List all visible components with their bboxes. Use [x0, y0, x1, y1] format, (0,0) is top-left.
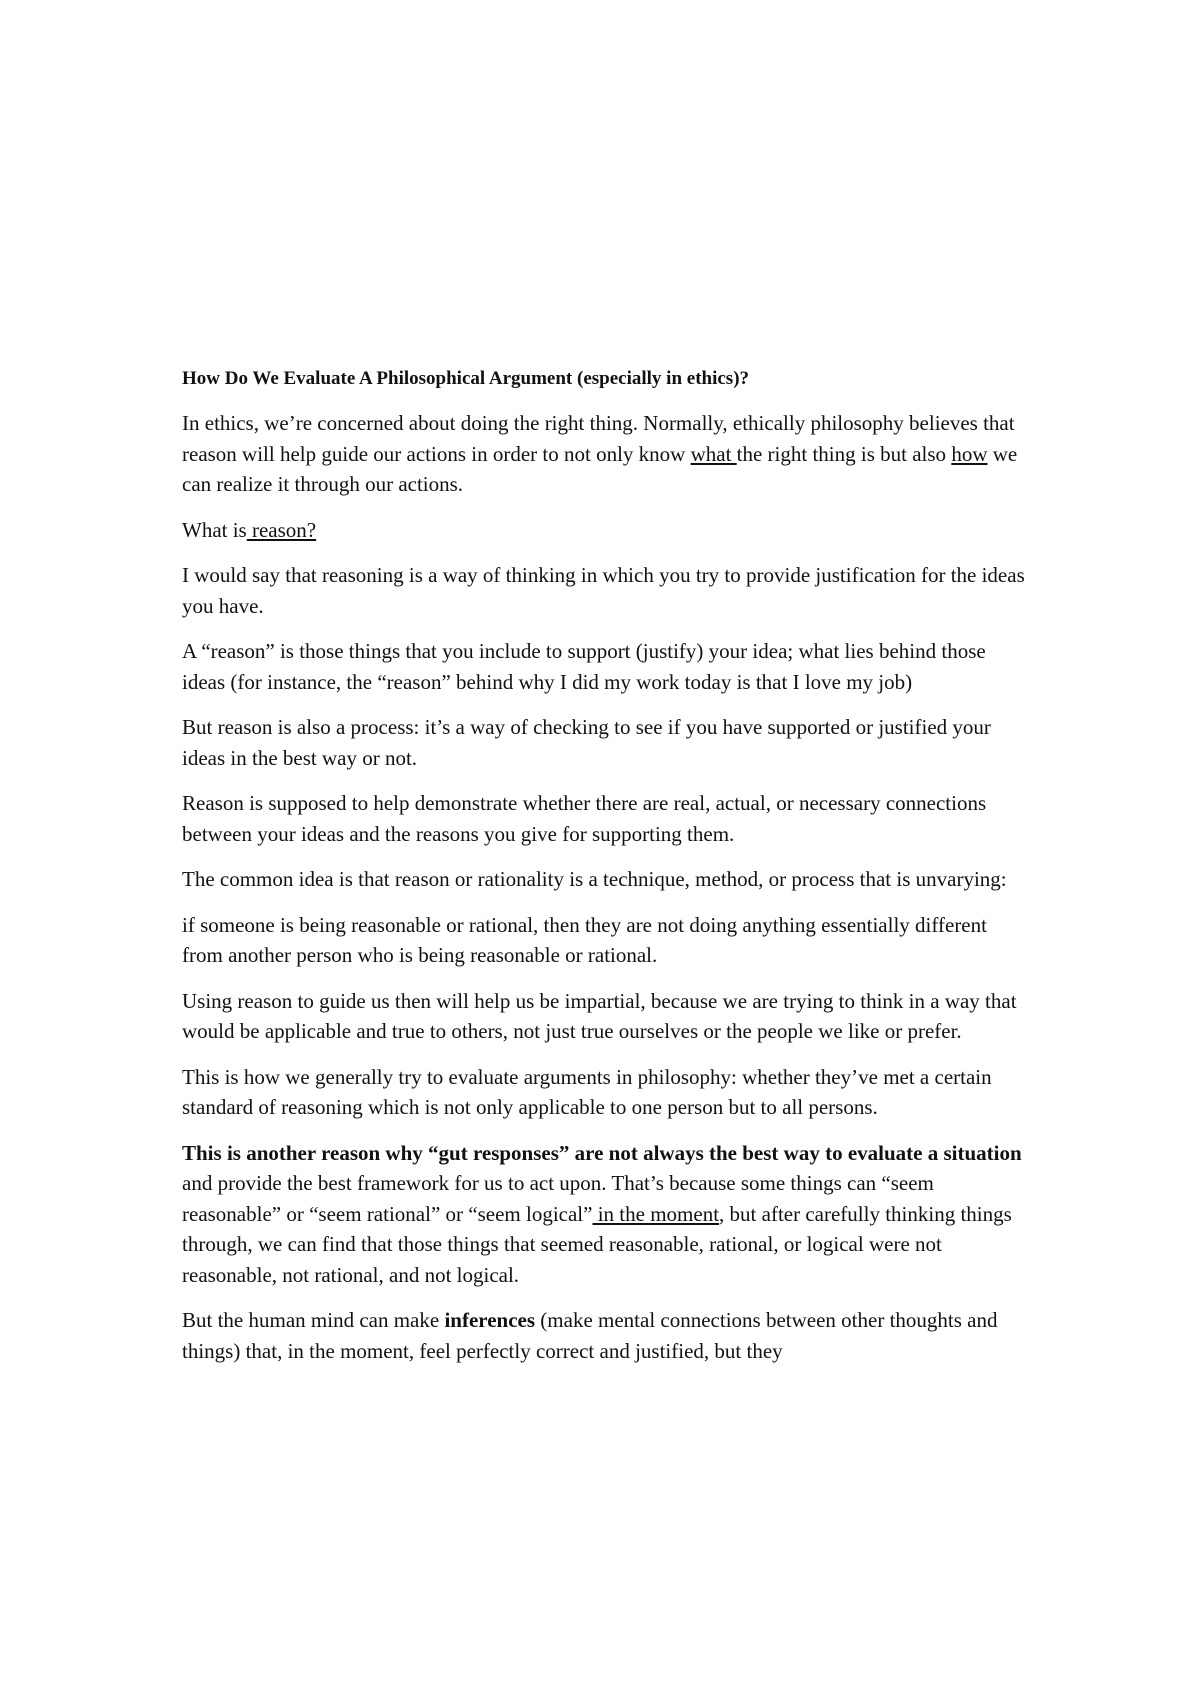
bold-gut-responses: This is another reason why “gut responses” are not always the best way to evaluate a situation: [182, 1140, 1022, 1165]
bold-inferences: inferences: [444, 1308, 536, 1332]
paragraph-ethics-intro: [182, 408, 1030, 500]
text-run: What is: [182, 517, 247, 542]
paragraph-reasoning-definition: I would say that reasoning is a way of thinking in which you try to provide justification for the ideas you have.: [182, 563, 1025, 618]
text-run: the right thing is but also: [736, 441, 952, 466]
paragraph-reason-connections: Reason is supposed to help demonstrate whether there are real, actual, or necessary connections between your ideas and the reasons you give for supporting them.: [182, 791, 987, 846]
paragraph-inferences: [182, 1305, 1030, 1366]
text-run: we can realize it through our actions.: [182, 441, 1018, 496]
paragraph-common-idea: The common idea is that reason or rationality is a technique, method, or process that is unvarying:: [182, 867, 1007, 891]
paragraph-reason-process: But reason is also a process: it’s a way of checking to see if you have supported or justified your ideas in the best way or not.: [182, 715, 991, 770]
text-run: (make mental connections between other thoughts and things) that, in the moment, feel perfectly correct and justified, but they: [182, 1308, 998, 1363]
paragraph-evaluate-arguments: This is how we generally try to evaluate arguments in philosophy: whether they’ve met a certain standard of reasoning which is not only applicable to one person but to all persons.: [182, 1064, 992, 1119]
paragraph-what-is-reason: [182, 515, 1030, 546]
paragraph-a-reason: A “reason” is those things that you include to support (justify) your idea; what lies behind those ideas (for instance, the “reason” behind why I did my work today is that I love my job): [182, 639, 986, 694]
paragraph-reasonable-person: if someone is being reasonable or rational, then they are not doing anything essentially different from another person who is being reasonable or rational.: [182, 912, 987, 967]
text-run: But the human mind can make: [182, 1308, 445, 1332]
underlined-how: how: [951, 441, 988, 466]
paragraph-gut-responses: [182, 1138, 1030, 1291]
paragraph-impartial: Using reason to guide us then will help us be impartial, because we are trying to think in a way that would be applicable and true to others, not just true ourselves or the people we like or prefer.: [182, 988, 1017, 1043]
underlined-reason: reason?: [246, 517, 317, 542]
document-title: How Do We Evaluate A Philosophical Argument (especially in ethics)?: [182, 368, 750, 389]
text-run: and provide the best framework for us to act upon. That’s because some things can “seem reasonable” or “seem rational” or “seem logical”: [182, 1171, 934, 1226]
document-body: [182, 364, 1030, 1381]
underlined-in-the-moment: in the moment: [592, 1201, 720, 1226]
underlined-what: what: [690, 441, 737, 466]
text-run: , but after carefully thinking things through, we can find that those things that seemed reasonable, rational, or logical were not reasonable, not rational, and not logical.: [182, 1201, 1012, 1287]
text-run: In ethics, we’re concerned about doing the right thing. Normally, ethically philosophy believes that reason will help guide our actions in order to not only know: [182, 411, 1015, 466]
